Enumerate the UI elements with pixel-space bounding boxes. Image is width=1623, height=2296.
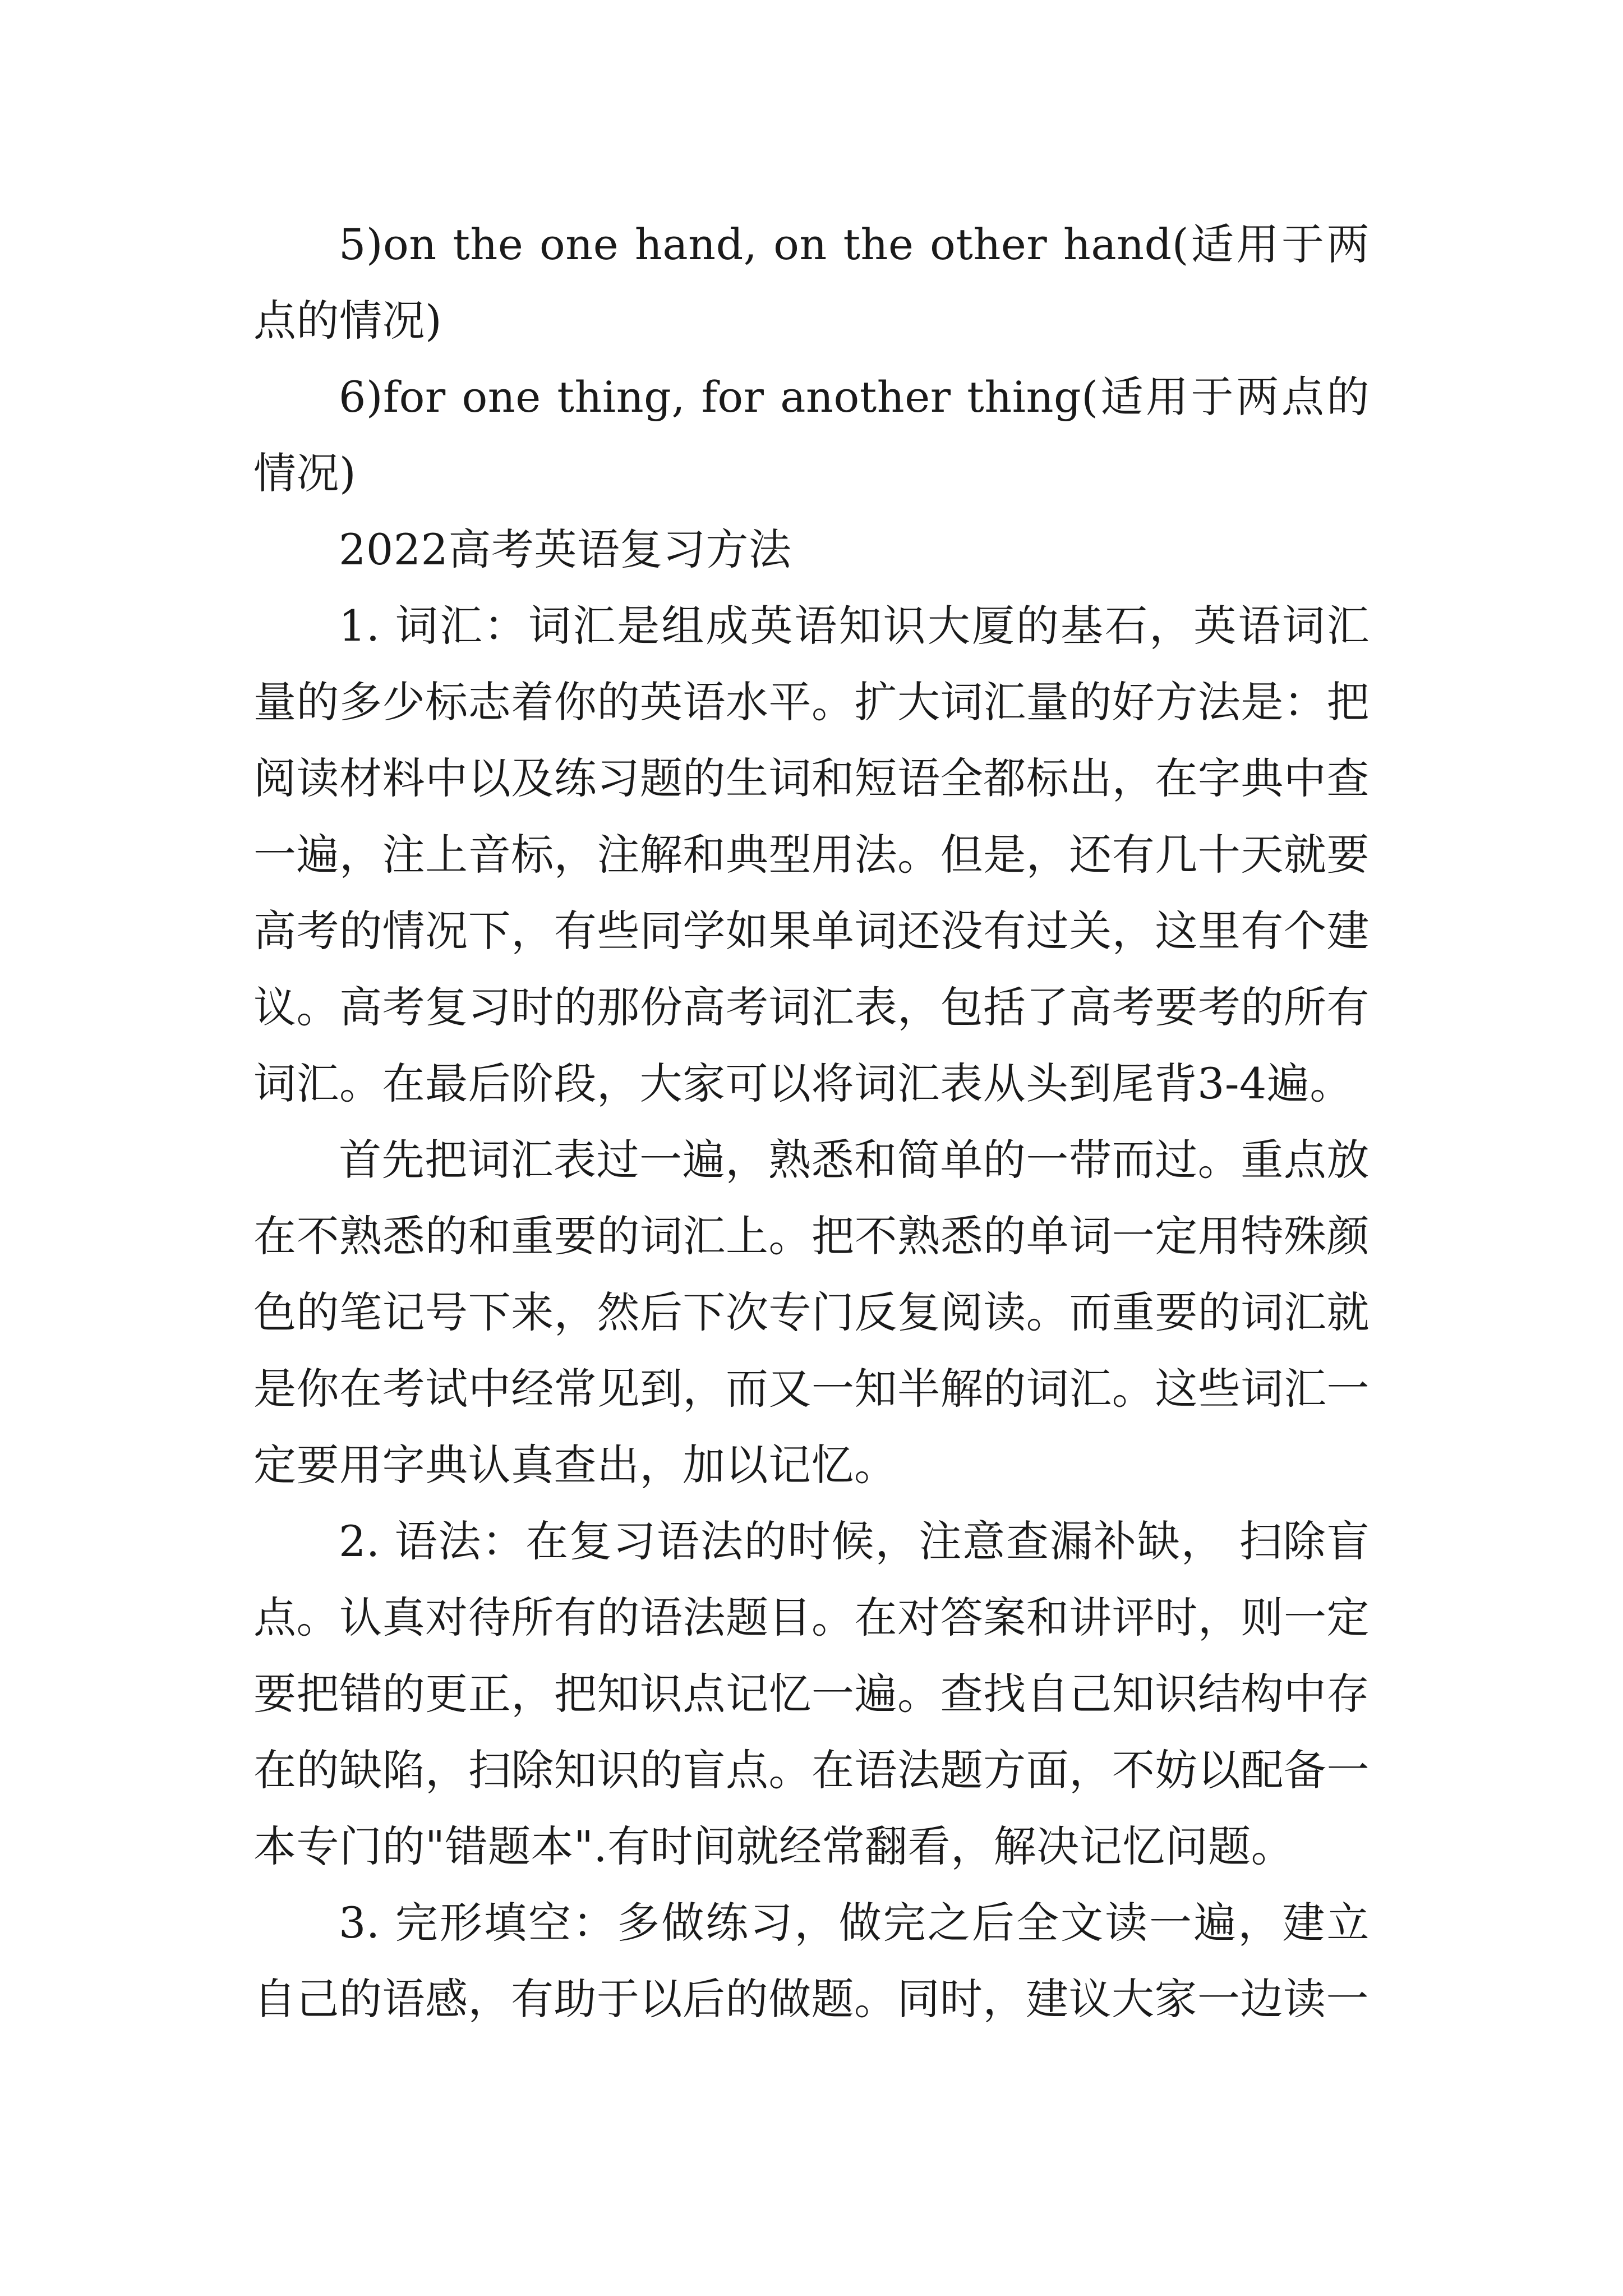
paragraph-grammar: 2. 语法：在复习语法的时候，注意查漏补缺， 扫除盲点。认真对待所有的语法题目。在对答案和讲评时，则一定要把错的更正，把知识点记忆一遍。查找自己知识结构中存在的缺陷，扫除知识的盲点。在语法题方面，不妨以配备一本专门的"错题本".有时间就经常翻看，解决记忆问题。 <box>253 1516 1370 1871</box>
document-body <box>253 206 1370 2037</box>
paragraph-cloze: 3. 完形填空：多做练习，做完之后全文读一遍，建立自己的语感，有助于以后的做题。同时，建议大家一边读一 <box>253 1898 1370 2024</box>
list-item-6: 6)for one thing, for another thing(适用于两点的情况) <box>253 372 1370 498</box>
section-heading: 2022高考英语复习方法 <box>339 524 792 574</box>
list-item-5: 5)on the one hand, on the other hand(适用于两点的情况) <box>253 219 1370 346</box>
paragraph-vocabulary: 1. 词汇：词汇是组成英语知识大厦的基石，英语词汇量的多少标志着你的英语水平。扩大词汇量的好方法是：把阅读材料中以及练习题的生词和短语全都标出，在字典中查一遍，注上音标，注解和典型用法。但是，还有几十天就要高考的情况下，有些同学如果单词还没有过关，这里有个建议。高考复习时的那份高考词汇表，包括了高考要考的所有词汇。在最后阶段，大家可以将词汇表从头到尾背3-4遍。 <box>253 601 1370 1108</box>
paragraph-vocabulary-detail: 首先把词汇表过一遍，熟悉和简单的一带而过。重点放在不熟悉的和重要的词汇上。把不熟悉的单词一定用特殊颜色的笔记号下来，然后下次专门反复阅读。而重要的词汇就是你在考试中经常见到，而又一知半解的词汇。这些词汇一定要用字典认真查出，加以记忆。 <box>253 1135 1370 1490</box>
